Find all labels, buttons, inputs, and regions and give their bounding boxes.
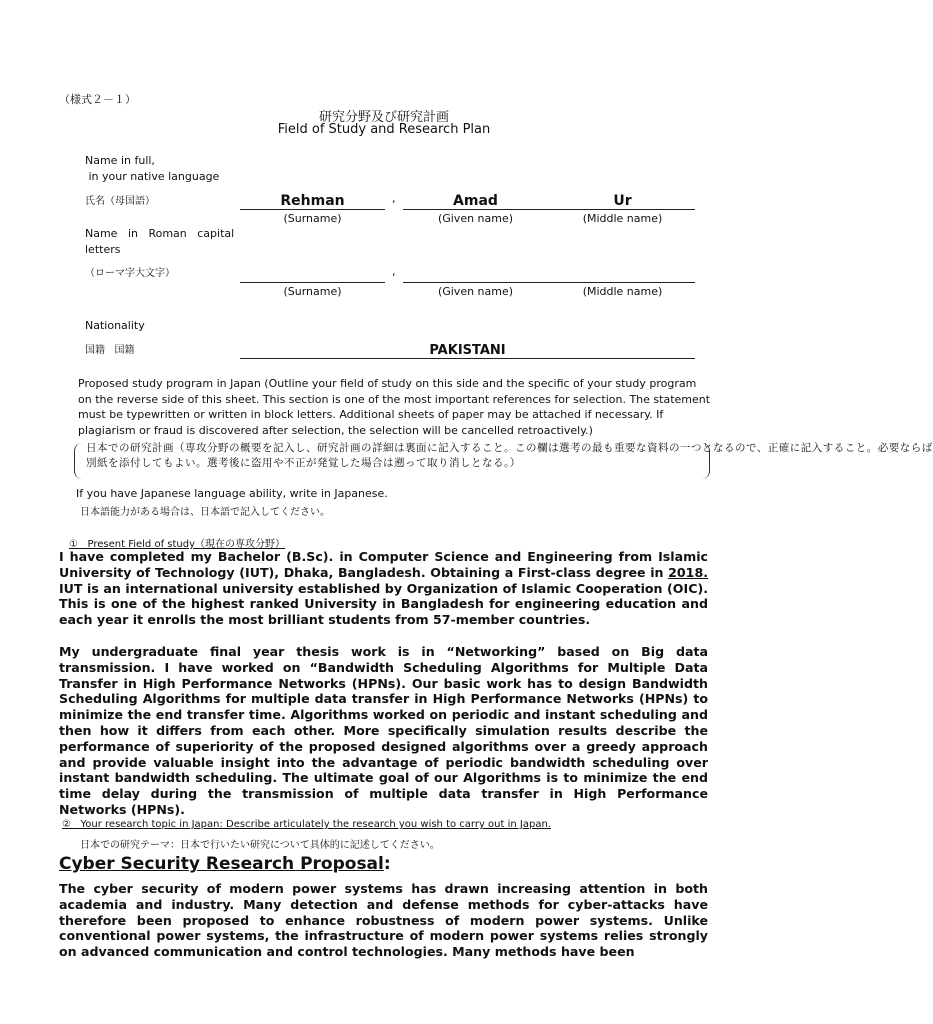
surname-caption: (Surname) (283, 212, 342, 225)
given-middle-native-line (403, 209, 695, 210)
research-topic-label: ② Your research topic in Japan: Describe articulately the research you wish to carry out in Japan. (62, 819, 551, 830)
roman-name-label-jp: （ローマ字大文字） (85, 268, 175, 279)
paragraph-bachelor: I have completed my Bachelor (B.Sc). in Computer Science and Engineering from Islamic University of Technology (IUT), Dhaka, Bangladesh. Obtaining a First-class degree in 2018. IUT is an international university established by Organization of Islamic Cooperation (OIC). This is one of the highest ranked University in Bangladesh for engineering education and each year it enrolls the most brilliant students from 57-member countries. (59, 549, 708, 628)
middle-name-caption: (Middle name) (582, 212, 663, 225)
present-field-label: ① Present Field of study（現在の専攻分野） (69, 539, 286, 550)
nationality-value: PAKISTANI (429, 343, 506, 358)
proposal-body: The cyber security of modern power systems has drawn increasing attention in both academia and industry. Many detection and defense methods for cyber-attacks have therefore been proposed to enhance robustness of modern power systems. Unlike conventional power systems, the infrastructure of modern power systems relies strongly on advanced communication and control technologies. Many methods have been (59, 881, 708, 960)
roman-name-label-1: Name in Roman capital (85, 227, 235, 240)
title-native: 研究分野及び研究計画 (318, 110, 449, 125)
surname-roman-line (240, 282, 385, 283)
japanese-ability-note-jp: 日本語能力がある場合は、日本語で記入してください。 (80, 507, 330, 518)
middle-name-native-value: Ur (613, 193, 632, 209)
given-name-native-value: Amad (453, 193, 498, 209)
given-middle-roman-line (403, 282, 695, 283)
nationality-label-jp: 国籍 国籍 (85, 345, 135, 356)
native-name-label-2: in your native language (85, 170, 220, 183)
native-name-label-1: Name in full, (85, 154, 155, 167)
proposal-heading: Cyber Security Research Proposal: (59, 854, 391, 874)
roman-name-separator: , (392, 265, 396, 278)
given-name-roman-caption: (Given name) (437, 285, 514, 298)
nationality-line (240, 358, 695, 359)
name-separator: , (392, 192, 396, 205)
roman-name-label-2: letters (85, 243, 121, 256)
surname-roman-caption: (Surname) (283, 285, 342, 298)
page-title: Field of Study and Research Plan (277, 122, 491, 137)
nationality-label: Nationality (85, 319, 145, 332)
research-topic-label-jp: 日本での研究テーマ：日本で行いたい研究について具体的に記述してください。 (80, 840, 440, 851)
paragraph-thesis: My undergraduate final year thesis work is in “Networking” based on Big data transmission. I have worked on “Bandwidth Scheduling Algorithms for Multiple Data Transfer in High Performance Networks (HPNs). Our basic work has to design Bandwidth Scheduling Algorithms for multiple data transfer in High Performance Networks (HPNs) to minimize the end transfer time. Algorithms worked on periodic and instant scheduling and then how it differs from each other. More specifically simulation results describe the performance of superiority of the proposed designed algorithms over a greedy approach and provide valuable insight into the advantage of periodic bandwidth scheduling over instant bandwidth scheduling. The ultimate goal of our Algorithms is to minimize the end time delay during the transmission of multiple data transfer in High Performance Networks (HPNs). (59, 644, 708, 817)
form-code: （様式２－１） (59, 93, 136, 106)
program-instructions-jp: 日本での研究計画（専攻分野の概要を記入し、研究計画の詳細は裏面に記入すること。この欄は選考の最も重要な資料の一つとなるので、正確に記入すること。必要ならば 別紙を添付してもよい。選考後に盗用や不正が発覚した場合は遡って取り消しとなる。） (86, 442, 933, 469)
surname-native-value: Rehman (280, 193, 345, 209)
japanese-ability-note: If you have Japanese language ability, write in Japanese. (76, 487, 388, 500)
given-name-caption: (Given name) (437, 212, 514, 225)
program-instructions: Proposed study program in Japan (Outline your field of study on this side and the specific of your study program on the reverse side of this sheet. This section is one of the most important references for selection. The statement must be typewritten or written in block letters. Additional sheets of paper may be attached if necessary. If plagiarism or fraud is discovered after selection, the selection will be cancelled retroactively.) (78, 377, 711, 437)
native-name-label-jp: 氏名（母国語） (85, 196, 155, 207)
surname-native-line (240, 209, 385, 210)
middle-name-roman-caption: (Middle name) (582, 285, 663, 298)
